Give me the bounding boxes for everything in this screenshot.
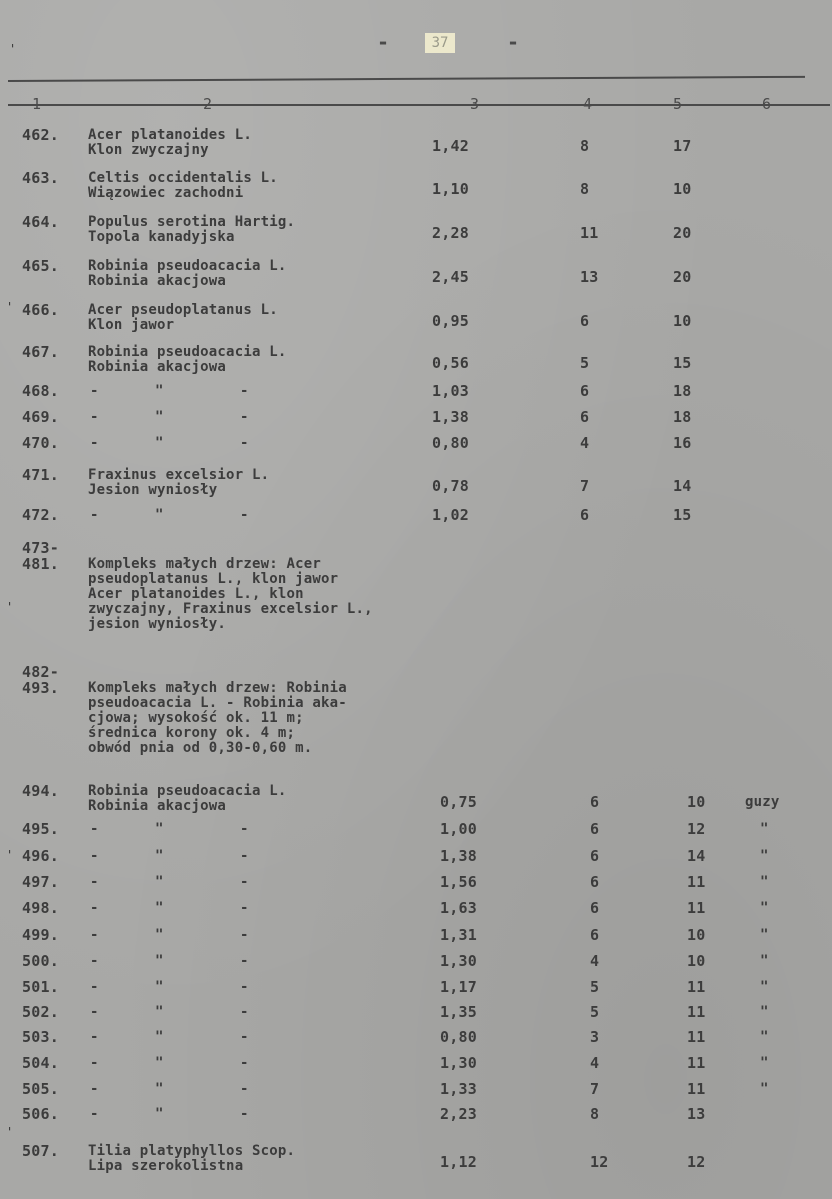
circumference-value: 1,10	[432, 180, 469, 198]
ditto-dash-right: -	[240, 900, 249, 916]
crown-value: 10	[673, 312, 692, 330]
height-value: 8	[590, 1105, 600, 1123]
circumference-value: 2,23	[440, 1105, 477, 1123]
circumference-value: 0,78	[432, 477, 469, 495]
circumference-value: 2,45	[432, 268, 469, 286]
entry-number: 497.	[22, 873, 59, 891]
ditto-mark: "	[155, 979, 164, 995]
ditto-mark: "	[155, 874, 164, 890]
crown-value: 15	[673, 354, 692, 372]
remarks-ditto-mark: "	[760, 1029, 769, 1045]
height-value: 12	[590, 1153, 609, 1171]
height-value: 5	[590, 1003, 600, 1021]
ditto-dash-left: -	[90, 1004, 99, 1020]
ditto-mark: "	[155, 1055, 164, 1071]
ditto-dash-right: -	[240, 409, 249, 425]
circumference-value: 1,12	[440, 1153, 477, 1171]
crown-value: 18	[673, 408, 692, 426]
ditto-dash-left: -	[90, 1029, 99, 1045]
species-latin-name: Acer pseudoplatanus L.	[88, 302, 278, 318]
entry-number: 506.	[22, 1105, 59, 1123]
ditto-mark: "	[155, 953, 164, 969]
height-value: 6	[590, 926, 600, 944]
ditto-mark: "	[155, 1029, 164, 1045]
ditto-dash-left: -	[90, 507, 99, 523]
crown-value: 11	[687, 978, 706, 996]
remarks-ditto-mark: "	[760, 953, 769, 969]
height-value: 5	[580, 354, 590, 372]
ditto-dash-right: -	[240, 1106, 249, 1122]
entry-number: 473-	[22, 539, 59, 557]
crown-value: 11	[687, 899, 706, 917]
circumference-value: 1,33	[440, 1080, 477, 1098]
remarks-ditto-mark: "	[760, 900, 769, 916]
margin-mark: '	[6, 1125, 14, 1139]
height-value: 4	[580, 434, 590, 452]
species-polish-name: Lipa szerokolistna	[88, 1158, 244, 1174]
height-value: 6	[590, 899, 600, 917]
height-value: 6	[590, 847, 600, 865]
species-polish-name: Robinia akacjowa	[88, 798, 227, 814]
entry-number: 471.	[22, 466, 59, 484]
ditto-dash-left: -	[90, 848, 99, 864]
circumference-value: 1,38	[440, 847, 477, 865]
ditto-mark: "	[155, 927, 164, 943]
remarks-ditto-mark: "	[760, 1081, 769, 1097]
ditto-mark: "	[155, 1106, 164, 1122]
species-polish-name: Robinia akacjowa	[88, 273, 227, 289]
ditto-dash-left: -	[90, 409, 99, 425]
species-latin-name: Tilia platyphyllos Scop.	[88, 1143, 296, 1159]
species-polish-name: Klon jawor	[88, 317, 175, 333]
column-number-4: 4	[583, 95, 593, 113]
species-polish-name: Klon zwyczajny	[88, 142, 209, 158]
species-latin-name: Robinia pseudoacacia L.	[88, 783, 287, 799]
height-value: 6	[580, 312, 590, 330]
ditto-mark: "	[155, 1081, 164, 1097]
crown-value: 15	[673, 506, 692, 524]
entry-number: 472.	[22, 506, 59, 524]
entry-number: 499.	[22, 926, 59, 944]
circumference-value: 1,30	[440, 952, 477, 970]
entry-number: 507.	[22, 1142, 59, 1160]
remarks-ditto-mark: "	[760, 1055, 769, 1071]
entry-description-line: średnica korony ok. 4 m;	[88, 725, 296, 741]
entry-number: 498.	[22, 899, 59, 917]
entry-number: 466.	[22, 301, 59, 319]
ditto-dash-right: -	[240, 953, 249, 969]
entry-number: 502.	[22, 1003, 59, 1021]
circumference-value: 1,31	[440, 926, 477, 944]
height-value: 6	[580, 382, 590, 400]
height-value: 13	[580, 268, 599, 286]
circumference-value: 0,75	[440, 793, 477, 811]
entry-number: 496.	[22, 847, 59, 865]
ditto-dash-right: -	[240, 1004, 249, 1020]
entry-number: 462.	[22, 126, 59, 144]
crown-value: 11	[687, 1028, 706, 1046]
species-latin-name: Acer platanoides L.	[88, 127, 252, 143]
crown-value: 10	[687, 952, 706, 970]
ditto-dash-left: -	[90, 927, 99, 943]
ditto-mark: "	[155, 821, 164, 837]
circumference-value: 0,56	[432, 354, 469, 372]
ditto-dash-right: -	[240, 1029, 249, 1045]
species-polish-name: Jesion wyniosły	[88, 482, 218, 498]
height-value: 6	[590, 820, 600, 838]
circumference-value: 1,00	[440, 820, 477, 838]
crown-value: 20	[673, 224, 692, 242]
entry-number: 469.	[22, 408, 59, 426]
ditto-mark: "	[155, 848, 164, 864]
entry-number: 465.	[22, 257, 59, 275]
entry-description-line: obwód pnia od 0,30-0,60 m.	[88, 740, 313, 756]
ditto-dash-left: -	[90, 435, 99, 451]
ditto-dash-right: -	[240, 927, 249, 943]
circumference-value: 1,17	[440, 978, 477, 996]
crown-value: 18	[673, 382, 692, 400]
ditto-dash-right: -	[240, 507, 249, 523]
height-value: 6	[580, 408, 590, 426]
entry-number: 495.	[22, 820, 59, 838]
ditto-dash-right: -	[240, 383, 249, 399]
ditto-dash-left: -	[90, 900, 99, 916]
height-value: 5	[590, 978, 600, 996]
species-polish-name: Wiązowiec zachodni	[88, 185, 244, 201]
crown-value: 11	[687, 1054, 706, 1072]
margin-mark: '	[6, 848, 14, 862]
crown-value: 16	[673, 434, 692, 452]
entry-number: 470.	[22, 434, 59, 452]
entry-description-line: pseudoplatanus L., klon jawor	[88, 571, 339, 587]
column-number-3: 3	[470, 95, 480, 113]
entry-description-line: jesion wyniosły.	[88, 616, 227, 632]
remarks-ditto-mark: "	[760, 927, 769, 943]
entry-description-line: Kompleks małych drzew: Robinia	[88, 680, 347, 696]
height-value: 7	[580, 477, 590, 495]
species-latin-name: Populus serotina Hartig.	[88, 214, 296, 230]
ditto-dash-right: -	[240, 1081, 249, 1097]
remarks-ditto-mark: "	[760, 874, 769, 890]
crown-value: 10	[687, 793, 706, 811]
crown-value: 13	[687, 1105, 706, 1123]
entry-number-end: 493.	[22, 679, 59, 697]
species-latin-name: Robinia pseudoacacia L.	[88, 344, 287, 360]
crown-value: 12	[687, 820, 706, 838]
circumference-value: 1,56	[440, 873, 477, 891]
circumference-value: 0,80	[440, 1028, 477, 1046]
ditto-dash-left: -	[90, 953, 99, 969]
ditto-dash-left: -	[90, 1106, 99, 1122]
crown-value: 12	[687, 1153, 706, 1171]
entry-number: 501.	[22, 978, 59, 996]
margin-mark: '	[9, 42, 17, 56]
remarks-ditto-mark: "	[760, 1004, 769, 1020]
circumference-value: 1,35	[440, 1003, 477, 1021]
ditto-dash-right: -	[240, 1055, 249, 1071]
remarks-ditto-mark: "	[760, 848, 769, 864]
entry-number: 463.	[22, 169, 59, 187]
circumference-value: 1,02	[432, 506, 469, 524]
entry-number: 468.	[22, 382, 59, 400]
entry-description-line: zwyczajny, Fraxinus excelsior L.,	[88, 601, 373, 617]
height-value: 6	[580, 506, 590, 524]
ditto-dash-right: -	[240, 821, 249, 837]
height-value: 6	[590, 793, 600, 811]
ditto-dash-right: -	[240, 979, 249, 995]
entry-description-line: Acer platanoides L., klon	[88, 586, 304, 602]
column-header-rule	[8, 104, 830, 106]
entry-number: 500.	[22, 952, 59, 970]
height-value: 7	[590, 1080, 600, 1098]
ditto-dash-left: -	[90, 383, 99, 399]
column-number-1: 1	[32, 95, 42, 113]
crown-value: 11	[687, 1080, 706, 1098]
height-value: 11	[580, 224, 599, 242]
circumference-value: 1,03	[432, 382, 469, 400]
circumference-value: 1,42	[432, 137, 469, 155]
ditto-mark: "	[155, 1004, 164, 1020]
crown-value: 20	[673, 268, 692, 286]
height-value: 4	[590, 952, 600, 970]
ditto-mark: "	[155, 409, 164, 425]
crown-value: 10	[687, 926, 706, 944]
margin-mark: '	[6, 600, 14, 614]
ditto-dash-right: -	[240, 874, 249, 890]
height-value: 8	[580, 180, 590, 198]
species-latin-name: Robinia pseudoacacia L.	[88, 258, 287, 274]
page-number: 37	[425, 33, 455, 53]
entry-number: 494.	[22, 782, 59, 800]
entry-number: 503.	[22, 1028, 59, 1046]
circumference-value: 0,95	[432, 312, 469, 330]
entry-number: 505.	[22, 1080, 59, 1098]
ditto-mark: "	[155, 900, 164, 916]
crown-value: 11	[687, 873, 706, 891]
entry-number: 467.	[22, 343, 59, 361]
entry-description-line: cjowa; wysokość ok. 11 m;	[88, 710, 304, 726]
ditto-mark: "	[155, 507, 164, 523]
ditto-dash-left: -	[90, 1081, 99, 1097]
species-polish-name: Topola kanadyjska	[88, 229, 235, 245]
ditto-dash-right: -	[240, 435, 249, 451]
ditto-dash-right: -	[240, 848, 249, 864]
circumference-value: 1,63	[440, 899, 477, 917]
entry-number-end: 481.	[22, 555, 59, 573]
ditto-dash-left: -	[90, 1055, 99, 1071]
ditto-dash-left: -	[90, 821, 99, 837]
crown-value: 10	[673, 180, 692, 198]
species-latin-name: Fraxinus excelsior L.	[88, 467, 270, 483]
crown-value: 14	[687, 847, 706, 865]
header-dash-left: -	[377, 30, 390, 54]
height-value: 4	[590, 1054, 600, 1072]
ditto-mark: "	[155, 383, 164, 399]
remarks-ditto-mark: "	[760, 821, 769, 837]
circumference-value: 2,28	[432, 224, 469, 242]
ditto-dash-left: -	[90, 979, 99, 995]
remarks-ditto-mark: "	[760, 979, 769, 995]
circumference-value: 0,80	[432, 434, 469, 452]
crown-value: 17	[673, 137, 692, 155]
crown-value: 11	[687, 1003, 706, 1021]
column-number-5: 5	[673, 95, 683, 113]
entry-description-line: pseudoacacia L. - Robinia aka-	[88, 695, 347, 711]
column-number-2: 2	[203, 95, 213, 113]
header-dash-right: -	[507, 30, 520, 54]
crown-value: 14	[673, 477, 692, 495]
circumference-value: 1,30	[440, 1054, 477, 1072]
margin-mark: '	[6, 300, 14, 314]
ditto-mark: "	[155, 435, 164, 451]
column-number-6: 6	[762, 95, 772, 113]
entry-number: 464.	[22, 213, 59, 231]
entry-description-line: Kompleks małych drzew: Acer	[88, 556, 321, 572]
ditto-dash-left: -	[90, 874, 99, 890]
entry-number: 482-	[22, 663, 59, 681]
height-value: 8	[580, 137, 590, 155]
circumference-value: 1,38	[432, 408, 469, 426]
species-polish-name: Robinia akacjowa	[88, 359, 227, 375]
height-value: 3	[590, 1028, 600, 1046]
entry-number: 504.	[22, 1054, 59, 1072]
remarks-value: guzy	[745, 794, 780, 810]
species-latin-name: Celtis occidentalis L.	[88, 170, 278, 186]
height-value: 6	[590, 873, 600, 891]
